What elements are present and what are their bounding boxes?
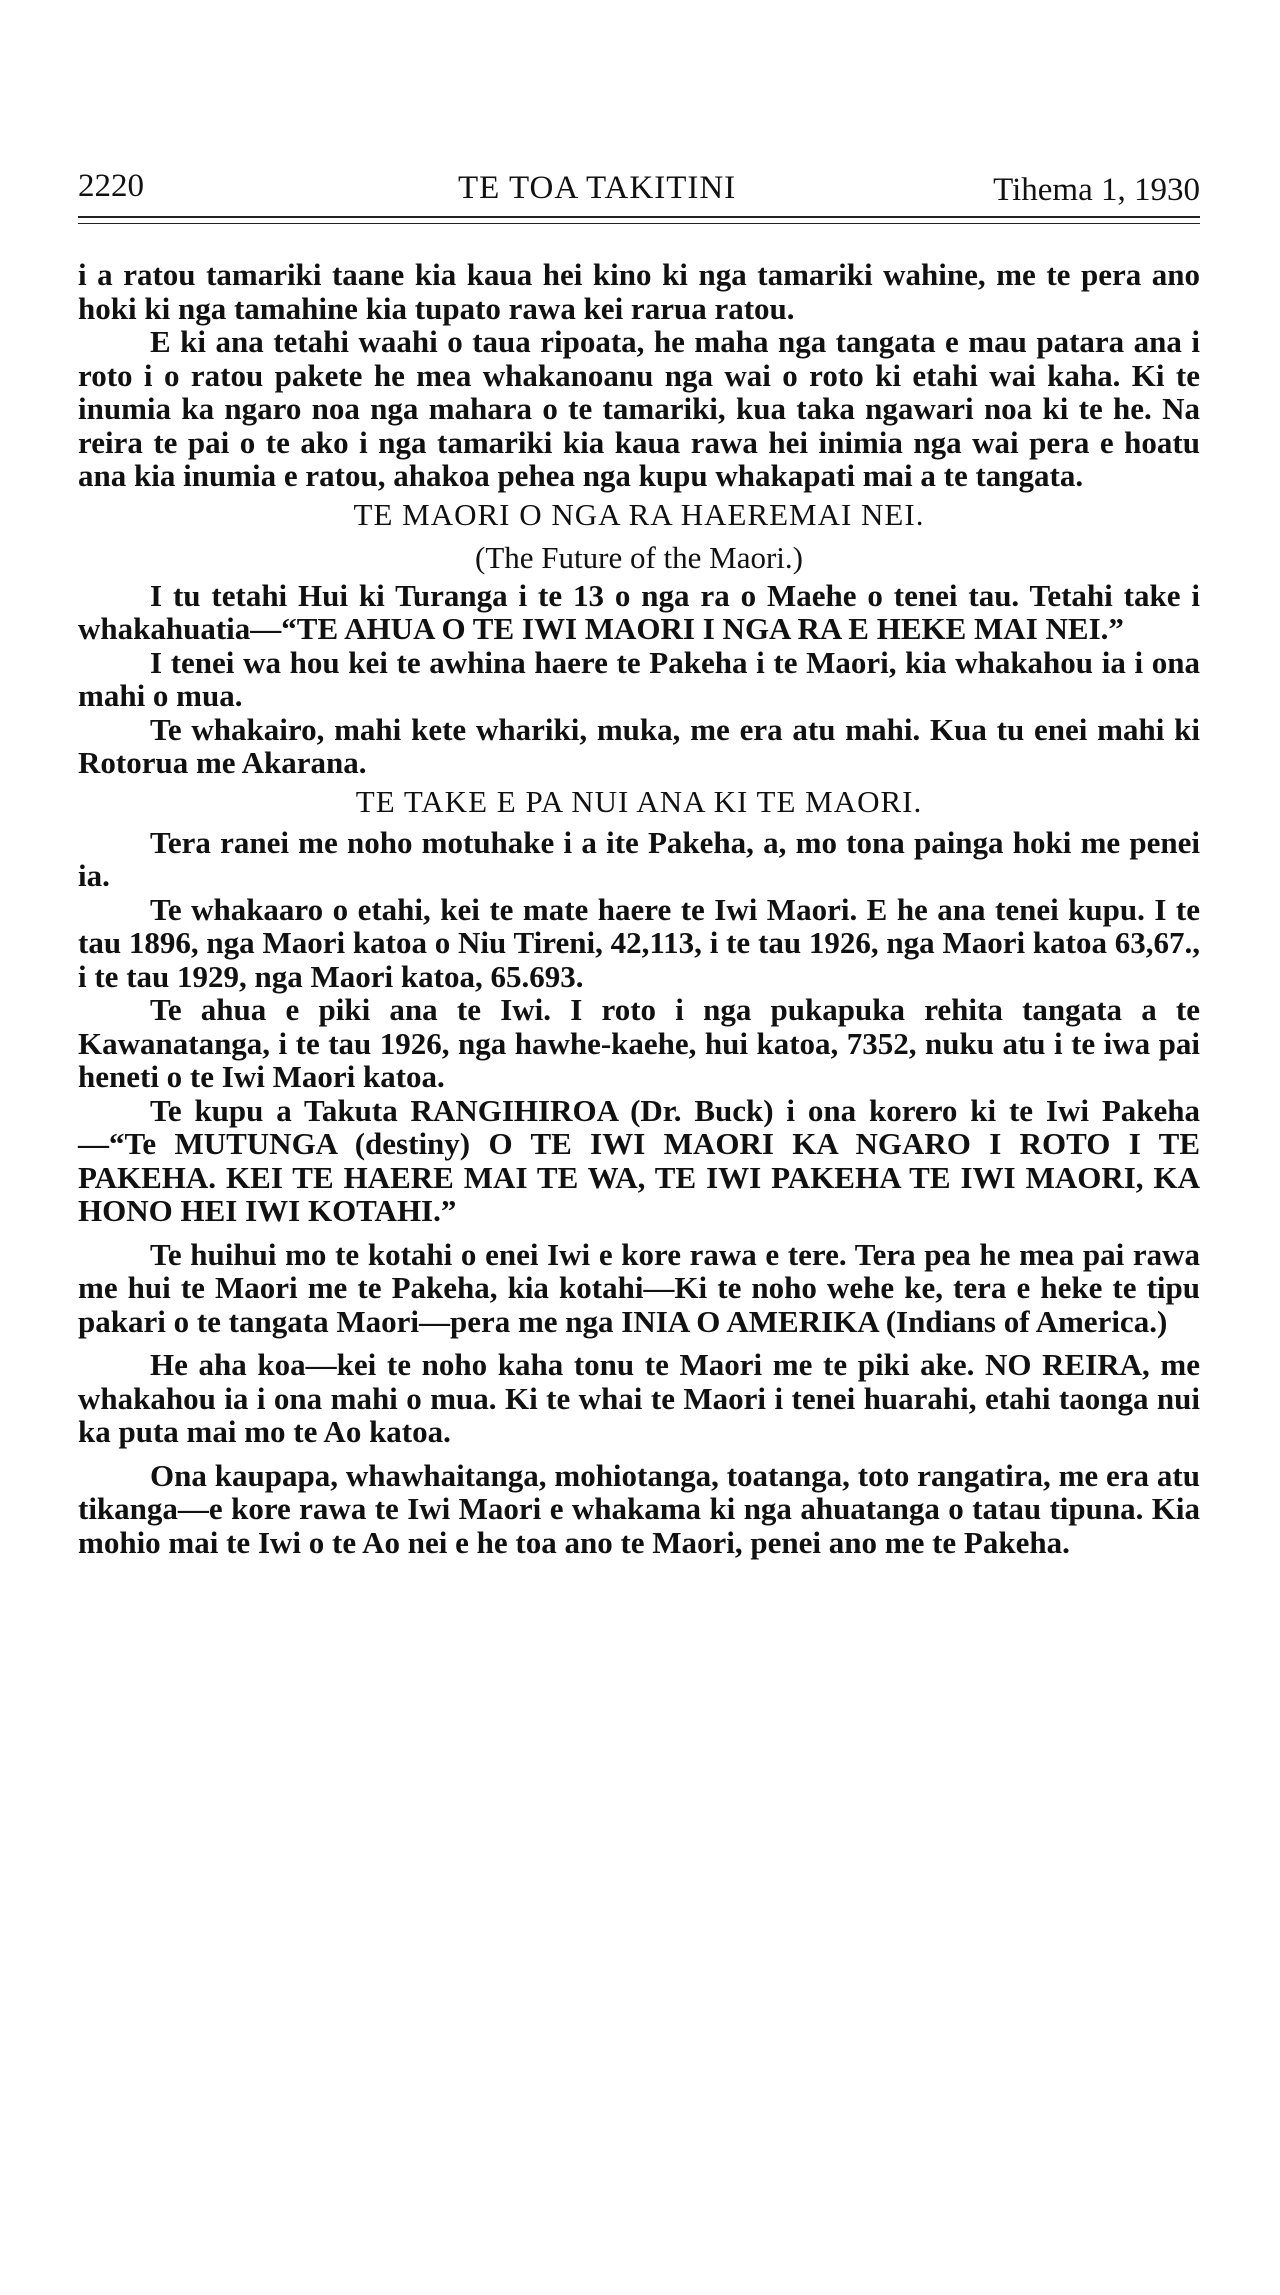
paragraph: I tu tetahi Hui ki Turanga i te 13 o nga ra o Maehe o tenei tau. Tetahi take i whakahuatia—“TE AHUA O TE IWI MAORI I NGA RA E HEKE MAI NEI.” (78, 577, 1200, 646)
paragraph: i a ratou tamariki taane kia kaua hei kino ki nga tamariki wahine, me te pera ano hoki ki nga tamahine kia tupato rawa kei rarua ratou. (78, 257, 1200, 326)
section-heading: TE TAKE E PA NUI ANA KI TE MAORI. (355, 783, 923, 819)
paragraph: Tera ranei me noho motuhake i a ite Pakeha, a, mo tona painga hoki me penei ia. (78, 824, 1200, 893)
issue-date: Tihema 1, 1930 (993, 172, 1200, 208)
paragraph: Te kupu a Takuta RANGIHIROA (Dr. Buck) i ona korero ki te Iwi Pakeha—“Te MUTUNGA (destiny) O TE IWI MAORI KA NGARO I ROTO I TE PAKEHA. KEI TE HAERE MAI TE WA, TE IWI PAKEHA TE IWI MAORI, KA HONO HEI IWI KOTAHI.” (78, 1092, 1200, 1228)
paragraph: Te whakairo, mahi kete whariki, muka, me era atu mahi. Kua tu enei mahi ki Rotorua me Akarana. (78, 711, 1200, 780)
page-header (78, 160, 1200, 210)
header-rule-secondary (78, 223, 1200, 224)
paragraph-gap (78, 1228, 1200, 1238)
paragraph: Ona kaupapa, whawhaitanga, mohiotanga, toatanga, toto rangatira, me era atu tikanga—e kore rawa te Iwi Maori e whakama ki nga ahuatanga o tatau tipuna. Kia mohio mai te Iwi o te Ao nei e he toa ano te Maori, penei ano me te Pakeha. (78, 1457, 1200, 1560)
section-heading: TE MAORI O NGA RA HAEREMAI NEI. (353, 496, 925, 532)
publication-title: TE TOA TAKITINI (458, 170, 737, 206)
paragraph-gap (78, 1449, 1200, 1459)
paragraph: Te whakaaro o etahi, kei te mate haere te Iwi Maori. E he ana tenei kupu. I te tau 1896, nga Maori katoa o Niu Tireni, 42,113, i te tau 1926, nga Maori katoa 63,67., i te tau 1929, nga Maori katoa, 65.693. (78, 891, 1200, 994)
paragraph: I tenei wa hou kei te awhina haere te Pakeha i te Maori, kia whakahou ia i ona mahi o mua. (78, 644, 1200, 713)
paragraph: Te huihui mo te kotahi o enei Iwi e kore rawa e tere. Tera pea he mea pai rawa me hui te Maori me te Pakeha, kia kotahi—Ki te noho wehe ke, tera e heke te tipu pakari o te tangata Maori—pera me nga INIA O AMERIKA (Indians of America.) (78, 1236, 1200, 1339)
page-number: 2220 (78, 168, 144, 204)
article-body (78, 258, 1200, 1559)
paragraph: He aha koa—kei te noho kaha tonu te Maori me te piki ake. NO REIRA, me whakahou ia i ona mahi o mua. Ki te whai te Maori i tenei huarahi, etahi taonga nui ka puta mai mo te Ao katoa. (78, 1347, 1200, 1449)
paragraph: Te ahua e piki ana te Iwi. I roto i nga pukapuka rehita tangata a te Kawanatanga, i te tau 1926, nga hawhe-kaehe, hui katoa, 7352, nuku atu i te iwa pai heneti o te Iwi Maori katoa. (78, 992, 1200, 1094)
section-subheading: (The Future of the Maori.) (475, 539, 803, 575)
header-rule (78, 216, 1200, 218)
paragraph: E ki ana tetahi waahi o taua ripoata, he maha nga tangata e mau patara ana i roto i o ratou pakete he mea whakanoanu nga wai o roto ki etahi wai kaha. Ki te inumia ka ngaro noa nga mahara o te tamariki, kua taka ngawari noa ki te he. Na reira te pai o te ako i nga tamariki kia kaua rawa hei inimia nga wai pera e hoatu ana kia inumia e ratou, ahakoa pehea nga kupu whakapati mai a te tangata. (78, 324, 1200, 493)
